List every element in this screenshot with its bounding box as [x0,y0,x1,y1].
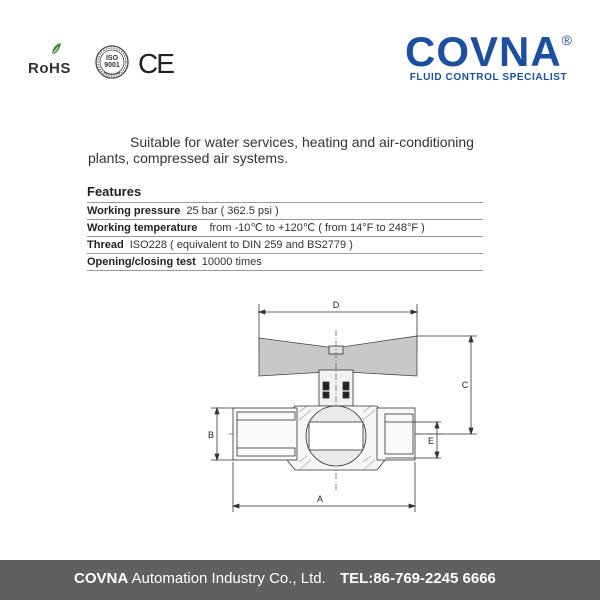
feature-row [87,220,483,237]
feature-label: Thread [87,239,124,251]
features-table [87,184,483,271]
brand-tagline: FLUID CONTROL SPECIALIST [409,72,568,83]
dimension-label-d: D [332,300,340,310]
registered-mark: ® [561,32,572,48]
intro-paragraph [88,134,488,166]
footer-telephone: TEL:86-769-2245 6666 [339,570,496,587]
feature-value: 10000 times [201,256,262,268]
brand-logo [405,30,572,83]
feature-label: Opening/closing test [87,256,196,268]
intro-line-1: Suitable for water services, heating and air-conditioning [130,134,474,150]
footer-company-rest: Automation Industry Co., Ltd. [131,570,326,587]
feature-label: Working pressure [87,205,181,217]
iso-seal-icon [94,44,130,85]
iso-seal-text: ISO 9001 [104,55,120,69]
footer-bar [0,560,600,600]
leaf-icon [50,42,62,61]
features-title: Features [87,184,483,203]
ce-mark: CE [138,48,173,79]
footer-contact [74,570,496,587]
feature-row [87,237,483,254]
valve-technical-drawing [195,290,495,520]
footer-company-name: COVNA [74,570,129,587]
dimension-label-a: A [316,494,324,504]
dimension-label-b: B [207,430,215,440]
brand-name: COVNA [404,28,562,75]
feature-value: from -10℃ to +120℃ ( from 14°F to 248°F ) [209,222,425,234]
feature-value: ISO228 ( equivalent to DIN 259 and BS2779 ) [129,239,353,251]
feature-value: 25 bar ( 362.5 psi ) [186,205,279,217]
intro-line-2: plants, compressed air systems. [88,150,288,166]
dimension-label-c: C [461,380,469,390]
feature-row [87,254,483,271]
rohs-logo: RoHS [28,60,71,77]
feature-row [87,203,483,220]
dimension-label-e: E [427,436,435,446]
feature-label: Working temperature [87,222,198,234]
